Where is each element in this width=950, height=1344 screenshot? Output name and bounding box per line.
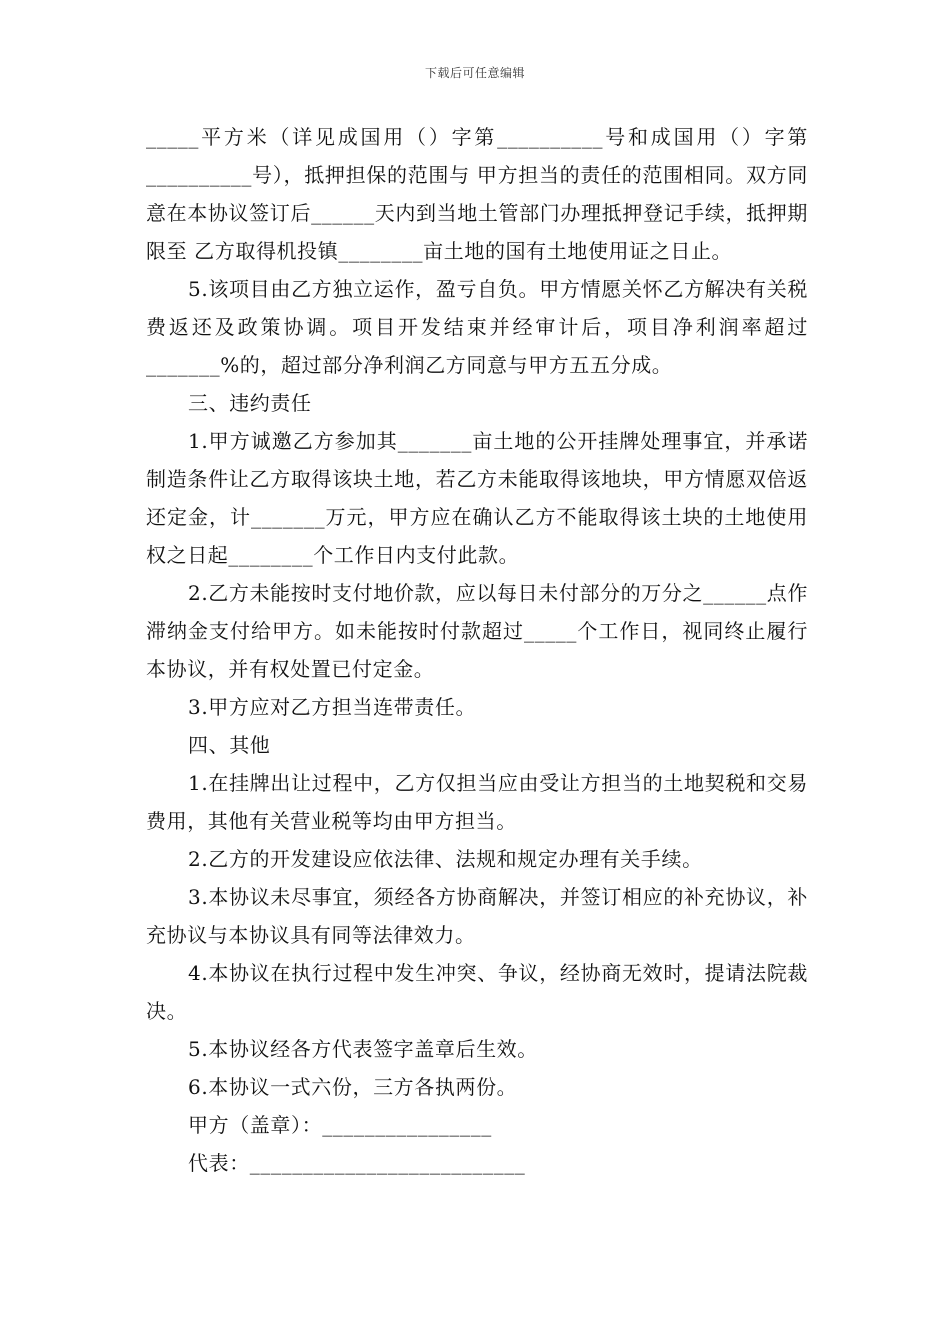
page-header: 下载后可任意编辑: [424, 66, 525, 80]
paragraph-breach-2: 2.乙方未能按时支付地价款，应以每日未付部分的万分之______点作滞纳金支付给甲方。如未能按时付款超过_____个工作日，视同终止履行本协议，并有权处置已付定金。: [146, 581, 808, 681]
paragraph-other-4: 4.本协议在执行过程中发生冲突、争议，经协商无效时，提请法院裁决。: [146, 961, 808, 1023]
paragraph-mortgage: _____平方米（详见成国用（）字第__________号和成国用（）字第__________号），抵押担保的范围与 甲方担当的责任的范围相同。双方同意在本协议签订后______天内到当地土管部门办理抵押登记手续，抵押期限至 乙方取得机投镇________亩土地的国有土地使用证之日止。: [146, 125, 808, 263]
paragraph-breach-1: 1.甲方诚邀乙方参加其_______亩土地的公开挂牌处理事宜，并承诺制造条件让乙方取得该块土地，若乙方未能取得该地块，甲方情愿双倍返还定金，计_______万元，甲方应在确认乙方不能取得该土块的土地使用权之日起________个工作日内支付此款。: [146, 429, 808, 567]
paragraph-breach-3: 3.甲方应对乙方担当连带责任。: [188, 695, 477, 719]
section-heading-breach: 三、违约责任: [188, 391, 312, 415]
signature-party-a: 甲方（盖章）：________________: [188, 1113, 492, 1137]
paragraph-other-6: 6.本协议一式六份，三方各执两份。: [188, 1075, 518, 1099]
paragraph-other-2: 2.乙方的开发建设应依法律、法规和规定办理有关手续。: [188, 847, 703, 871]
paragraph-other-5: 5.本协议经各方代表签字盖章后生效。: [188, 1037, 538, 1061]
paragraph-clause-5: 5.该项目由乙方独立运作，盈亏自负。甲方情愿关怀乙方解决有关税费返还及政策协调。项目开发结束并经审计后，项目净利润率超过_______%的，超过部分净利润乙方同意与甲方五五分成。: [146, 277, 808, 377]
signature-representative: 代表：__________________________: [188, 1151, 526, 1175]
paragraph-other-1: 1.在挂牌出让过程中，乙方仅担当应由受让方担当的土地契税和交易费用，其他有关营业税等均由甲方担当。: [146, 771, 808, 833]
document-body: [146, 118, 808, 1182]
section-heading-other: 四、其他: [188, 733, 271, 757]
paragraph-other-3: 3.本协议未尽事宜，须经各方协商解决，并签订相应的补充协议，补充协议与本协议具有同等法律效力。: [146, 885, 808, 947]
